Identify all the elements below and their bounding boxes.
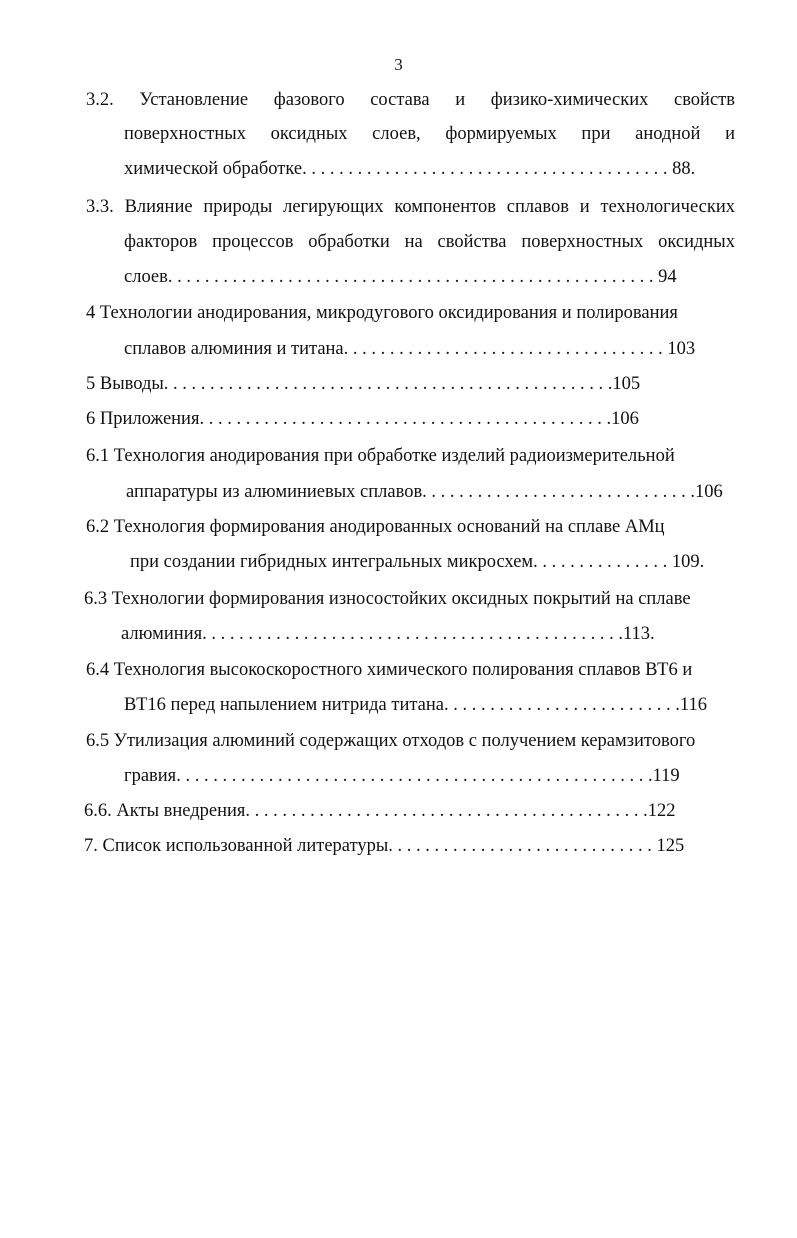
toc-5-line-1: 5 Выводы. . . . . . . . . . . . . . . . . . . . . . . . . . . . . . . . . . . . . . . . . . . . . . . . .105 [86,374,641,394]
toc-3-3-line-1: 3.3. Влияние природы легирующих компонентов сплавов и технологических [86,197,735,217]
toc-6-5-line-2: гравия. . . . . . . . . . . . . . . . . . . . . . . . . . . . . . . . . . . . . . . . . . . . . . . . . . . .119 [124,766,680,786]
toc-6-2-line-2: при создании гибридных интегральных микросхем. . . . . . . . . . . . . . . 109. [130,552,705,572]
toc-4-line-2: сплавов алюминия и титана. . . . . . . . . . . . . . . . . . . . . . . . . . . . . . . . . . . 103 [124,339,696,359]
toc-4-line-1: 4 Технологии анодирования, микродугового оксидирования и полирования [86,303,678,323]
toc-6-3-line-2: алюминия. . . . . . . . . . . . . . . . . . . . . . . . . . . . . . . . . . . . . . . . . . . . . .113. [121,624,655,644]
toc-7-line-1: 7. Список использованной литературы. . . . . . . . . . . . . . . . . . . . . . . . . . . . . 125 [84,836,685,856]
toc-6-3-line-1: 6.3 Технологии формирования износостойких оксидных покрытий на сплаве [84,589,691,609]
toc-6-6-line-1: 6.6. Акты внедрения. . . . . . . . . . . . . . . . . . . . . . . . . . . . . . . . . . . . . . . . . . . .122 [84,801,676,821]
toc-3-2-line-1: 3.2. Установление фазового состава и физико-химических свойств [86,90,735,110]
toc-6-4-line-2: ВТ16 перед напылением нитрида титана. . . . . . . . . . . . . . . . . . . . . . . . . .116 [124,695,707,715]
toc-3-2-line-2: поверхностных оксидных слоев, формируемых при анодной и [124,124,735,144]
toc-3-2-line-3: химической обработке. . . . . . . . . . . . . . . . . . . . . . . . . . . . . . . . . . . . . . . . 88. [124,159,696,179]
toc-6-1-line-1: 6.1 Технология анодирования при обработке изделий радиоизмерительной [86,446,675,466]
page-number: 3 [394,55,403,74]
toc-6-2-line-1: 6.2 Технология формирования анодированных оснований на сплаве АМц [86,517,665,537]
toc-6-4-line-1: 6.4 Технология высокоскоростного химического полирования сплавов ВТ6 и [86,660,693,680]
toc-6-line-1: 6 Приложения. . . . . . . . . . . . . . . . . . . . . . . . . . . . . . . . . . . . . . . . . . . . .106 [86,409,639,429]
toc-6-5-line-1: 6.5 Утилизация алюминий содержащих отходов с получением керамзитового [86,731,696,751]
toc-3-3-line-3: слоев. . . . . . . . . . . . . . . . . . . . . . . . . . . . . . . . . . . . . . . . . . . . . . . . . . . . . 94 [124,267,677,287]
toc-6-1-line-2: аппаратуры из алюминиевых сплавов. . . . . . . . . . . . . . . . . . . . . . . . . . . . . .106 [126,482,723,502]
toc-3-3-line-2: факторов процессов обработки на свойства поверхностных оксидных [124,232,735,252]
